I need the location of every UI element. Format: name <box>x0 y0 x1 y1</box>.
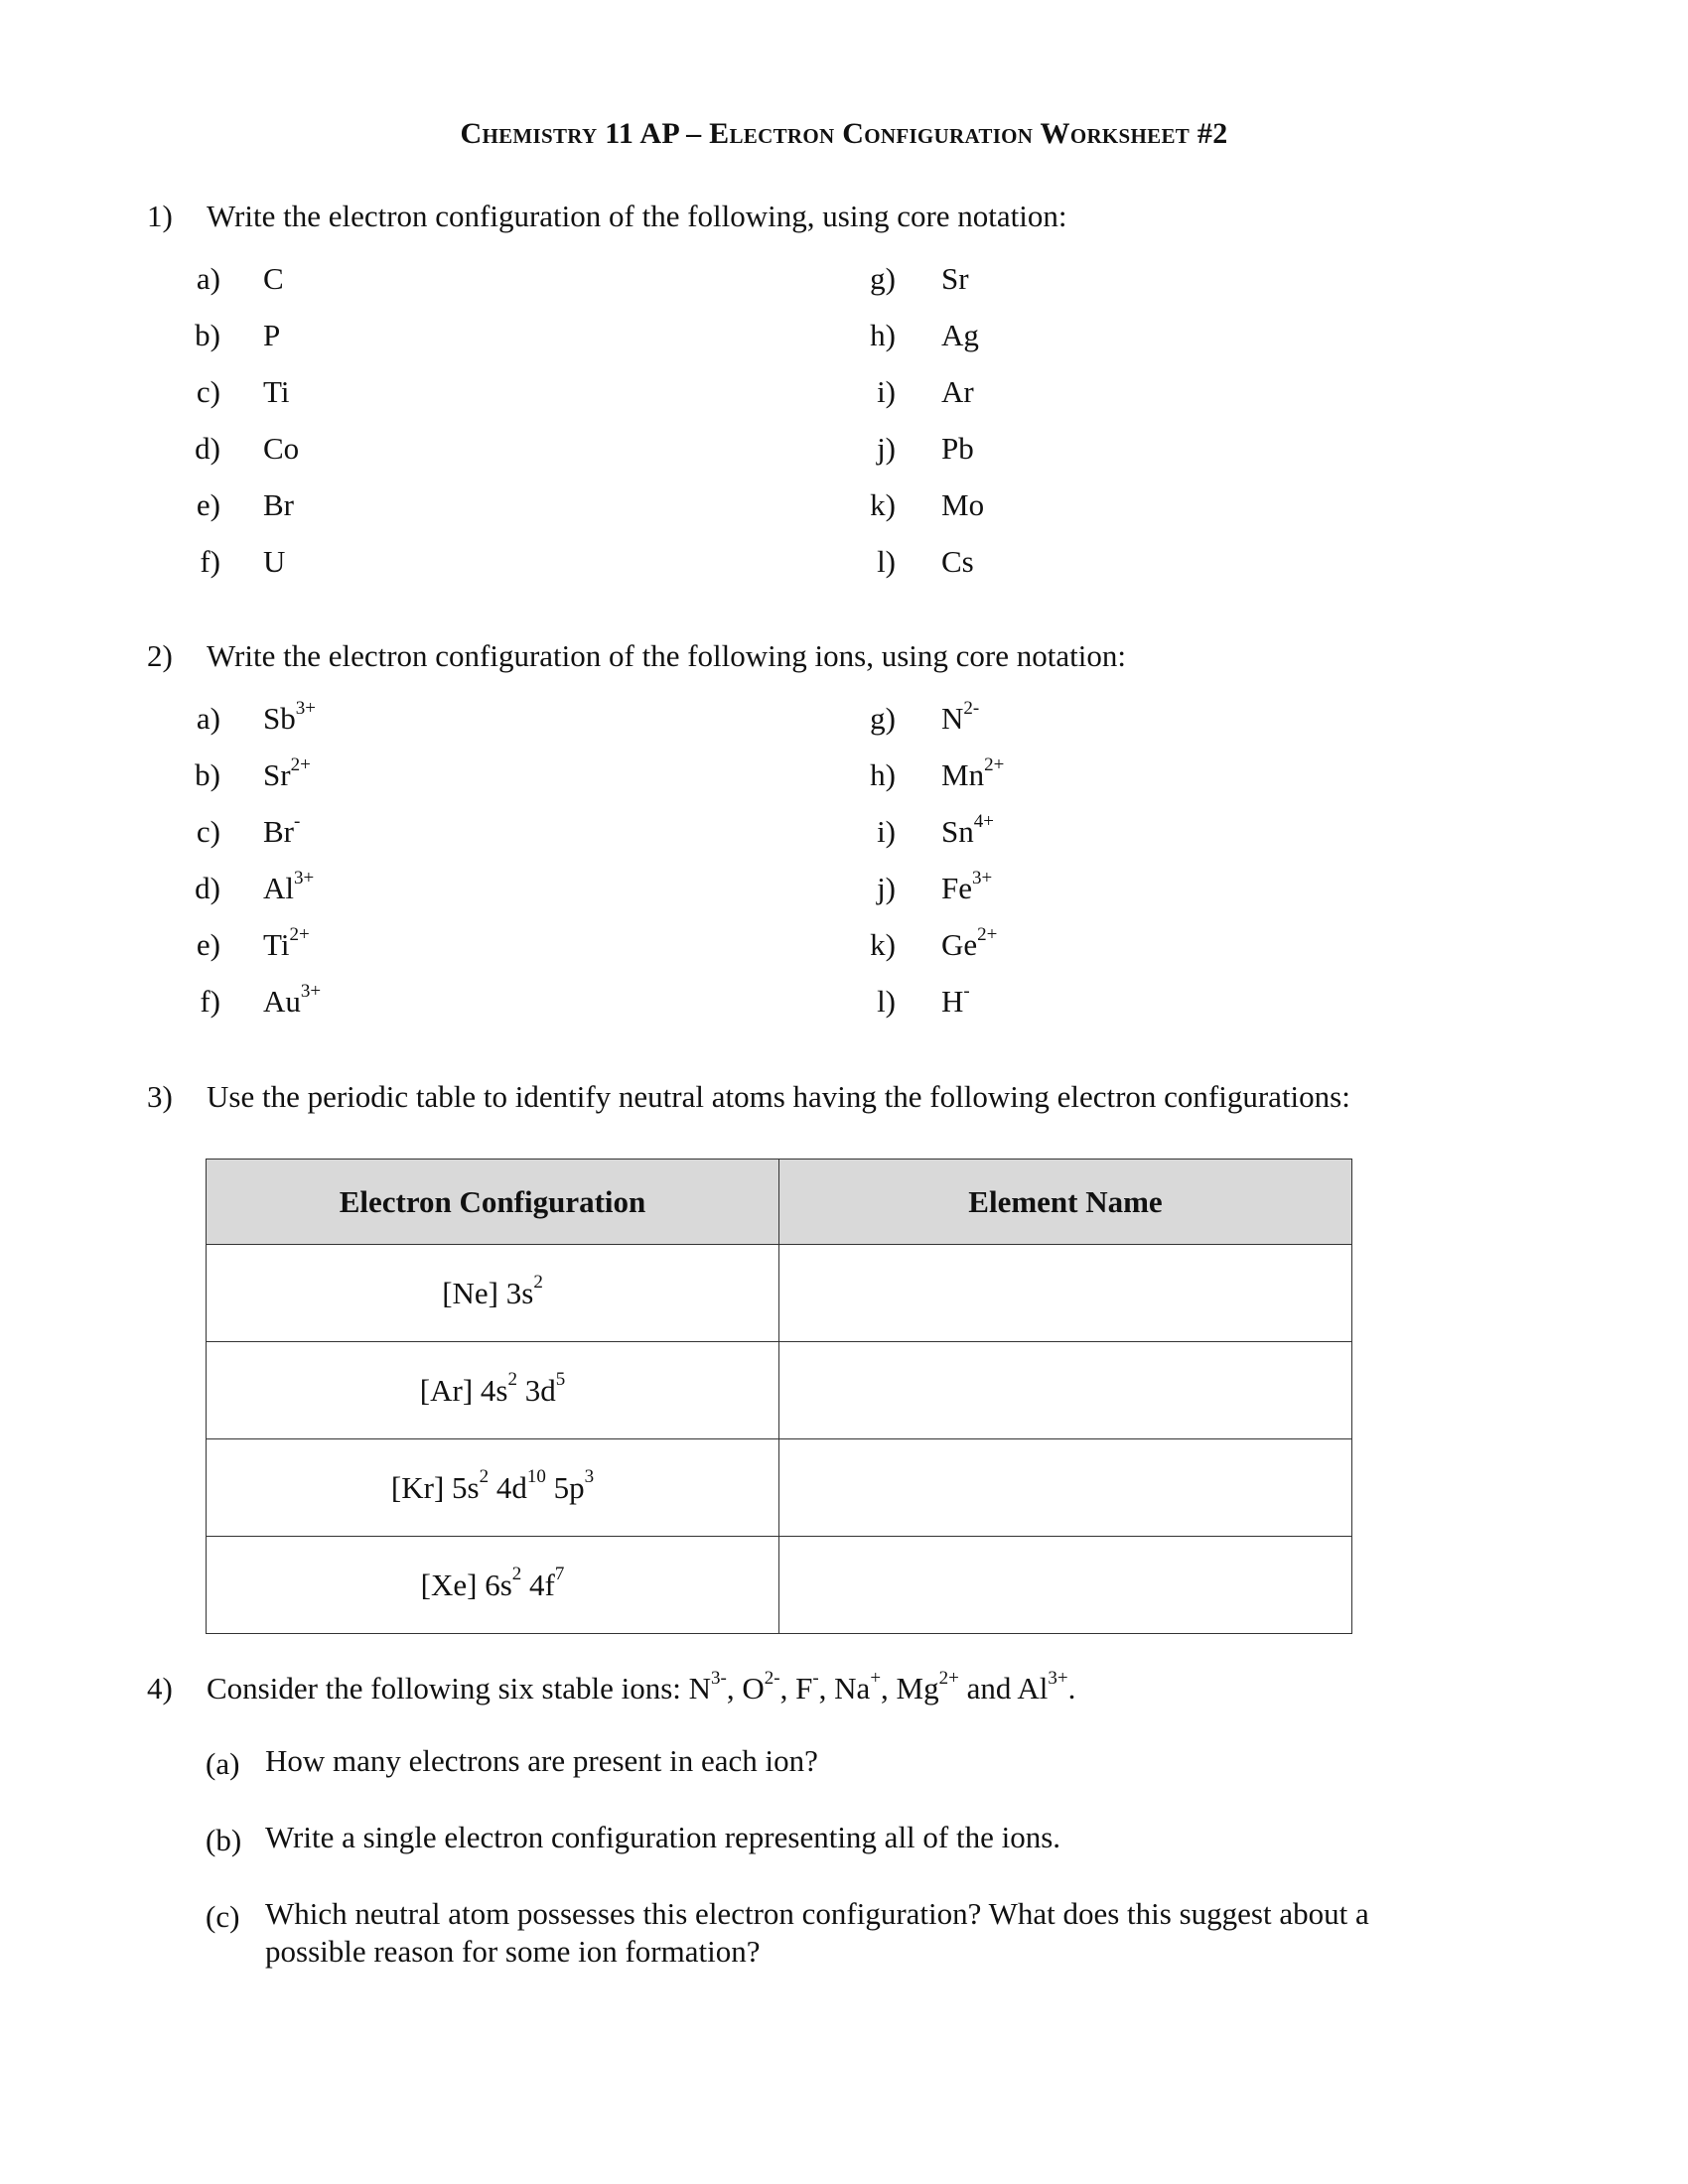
question-4a-text: How many electrons are present in each ion? <box>265 1743 818 1778</box>
orbital: 5p <box>553 1469 585 1505</box>
table-row <box>207 1537 1352 1634</box>
item-letter: c) <box>196 374 220 409</box>
item-letter: b) <box>195 757 220 792</box>
ion-symbol: F <box>795 1671 813 1706</box>
element-symbol <box>941 318 979 353</box>
element-symbol <box>941 753 1005 793</box>
separator: , <box>881 1671 897 1706</box>
table-header-row <box>207 1160 1352 1245</box>
orbital-electrons: 2 <box>507 1369 517 1391</box>
orbital: 3d <box>524 1372 556 1408</box>
core-notation: [Xe] <box>420 1567 478 1602</box>
element-symbol-text: Sb <box>263 701 296 736</box>
orbital-electrons: 3 <box>584 1466 595 1488</box>
question-4b-text: Write a single electron configuration representing all of the ions. <box>265 1820 1061 1854</box>
item-letter: d) <box>195 871 220 905</box>
ion-charge: - <box>812 1667 819 1689</box>
ion-charge: 3+ <box>972 867 993 888</box>
element-symbol-text: Ti <box>263 927 290 962</box>
orbital: 6s <box>485 1567 512 1602</box>
element-name-answer-cell <box>779 1439 1352 1537</box>
item-letter: c) <box>196 814 220 849</box>
element-symbol <box>263 867 315 906</box>
item-letter: k) <box>870 487 896 522</box>
electron-configuration-cell <box>207 1245 779 1342</box>
core-notation: [Kr] <box>390 1469 445 1505</box>
element-symbol <box>941 980 970 1020</box>
header-electron-configuration: Electron Configuration <box>207 1160 779 1245</box>
ion-charge: - <box>294 810 301 832</box>
header-element-name: Element Name <box>779 1160 1352 1245</box>
ion-charge: 2- <box>764 1667 780 1689</box>
element-symbol-text: Co <box>263 431 300 466</box>
orbital-electrons: 10 <box>526 1466 546 1488</box>
element-symbol <box>941 867 993 906</box>
ion-charge: 3+ <box>300 980 322 1002</box>
element-symbol <box>263 753 311 793</box>
item-letter: a) <box>196 701 220 736</box>
question-3-prompt: Use the periodic table to identify neutral atoms having the following electron configurations: <box>207 1079 1350 1114</box>
worksheet-title: Chemistry 11 AP – Electron Configuration Worksheet #2 <box>460 117 1228 150</box>
item-letter: g) <box>870 701 896 736</box>
table-row <box>207 1342 1352 1439</box>
orbital-electrons: 7 <box>554 1564 565 1585</box>
element-symbol <box>941 544 974 580</box>
ion-symbol: Al <box>1017 1671 1049 1706</box>
element-name-answer-cell <box>779 1342 1352 1439</box>
orbital: 4f <box>529 1567 555 1602</box>
ion-charge: 3+ <box>295 697 316 719</box>
item-letter: a) <box>196 261 220 296</box>
element-symbol-text: Au <box>263 984 301 1019</box>
electron-configuration-table <box>206 1159 1352 1634</box>
element-symbol-text: P <box>263 318 281 352</box>
element-symbol-text: Br <box>263 487 294 522</box>
item-letter: d) <box>195 431 220 466</box>
question-4c-letter: (c) <box>206 1899 240 1934</box>
item-letter: e) <box>196 927 220 962</box>
element-name-answer-cell <box>779 1245 1352 1342</box>
element-symbol-text: U <box>263 544 286 579</box>
element-symbol-text: Ag <box>941 318 979 352</box>
element-symbol-text: N <box>941 701 964 736</box>
separator: , <box>726 1671 743 1706</box>
question-2-number: 2) <box>147 638 173 673</box>
item-letter: k) <box>870 927 896 962</box>
element-symbol <box>941 697 980 737</box>
prompt-end: . <box>1067 1671 1076 1706</box>
item-letter: i) <box>877 814 896 849</box>
element-symbol-text: Sr <box>263 757 291 792</box>
table-row <box>207 1439 1352 1537</box>
element-symbol-text: Al <box>263 871 294 905</box>
item-letter: h) <box>870 757 896 792</box>
ion-symbol: Na <box>834 1671 871 1706</box>
item-letter: g) <box>870 261 896 296</box>
question-2-prompt: Write the electron configuration of the following ions, using core notation: <box>207 638 1126 673</box>
element-symbol-text: Fe <box>941 871 972 905</box>
item-letter: b) <box>195 318 220 352</box>
item-letter: h) <box>870 318 896 352</box>
question-1-prompt: Write the electron configuration of the following, using core notation: <box>207 199 1067 233</box>
orbital: 5s <box>452 1469 480 1505</box>
item-letter: f) <box>200 984 220 1019</box>
separator: , <box>818 1671 835 1706</box>
ion-charge: 2+ <box>938 1667 959 1689</box>
orbital-electrons: 2 <box>479 1466 490 1488</box>
orbital-electrons: 2 <box>533 1272 543 1294</box>
item-letter: f) <box>200 544 220 579</box>
table-row <box>207 1245 1352 1342</box>
ion-charge: + <box>870 1667 882 1689</box>
element-symbol <box>941 810 994 850</box>
orbital-electrons: 5 <box>555 1369 566 1391</box>
element-symbol <box>263 261 284 297</box>
element-symbol-text: Ti <box>263 374 290 409</box>
ion-charge: 2+ <box>289 923 310 945</box>
element-symbol <box>263 374 289 410</box>
ion-charge: 3- <box>711 1667 727 1689</box>
ion-symbol: N <box>688 1671 712 1706</box>
element-symbol <box>263 487 294 523</box>
element-symbol-text: H <box>941 984 964 1019</box>
item-letter: j) <box>877 871 896 905</box>
element-symbol-text: Sr <box>941 261 969 296</box>
element-symbol <box>941 487 984 523</box>
question-4-prompt <box>207 1667 1076 1706</box>
element-symbol-text: Cs <box>941 544 974 579</box>
question-4c-text: Which neutral atom possesses this electron configuration? What does this suggest about a possible reason for some ion formation? <box>265 1896 1369 1969</box>
element-symbol <box>263 923 310 963</box>
element-symbol <box>263 318 280 353</box>
element-symbol <box>263 697 316 737</box>
core-notation: [Ar] <box>419 1372 474 1408</box>
ion-charge: 3+ <box>294 867 315 888</box>
ion-charge: 2- <box>963 697 980 719</box>
element-symbol-text: C <box>263 261 284 296</box>
separator: , <box>779 1671 796 1706</box>
orbital: 4s <box>480 1372 508 1408</box>
question-4-prompt-text: Consider the following six stable ions: <box>207 1671 689 1706</box>
element-symbol-text: Sn <box>941 814 974 849</box>
ion-symbol: Mg <box>896 1671 939 1706</box>
orbital-electrons: 2 <box>511 1564 522 1585</box>
element-symbol <box>263 980 322 1020</box>
table-body <box>207 1245 1352 1634</box>
electron-configuration-cell <box>207 1342 779 1439</box>
ion-charge: - <box>963 980 970 1002</box>
item-letter: e) <box>196 487 220 522</box>
ion-charge: 2+ <box>977 923 998 945</box>
ion-charge: 2+ <box>290 753 311 775</box>
ion-charge: 2+ <box>984 753 1005 775</box>
orbital: 3s <box>505 1275 534 1310</box>
ion-symbol: O <box>742 1671 765 1706</box>
ion-charge: 3+ <box>1048 1667 1068 1689</box>
question-4b-letter: (b) <box>206 1823 242 1857</box>
element-symbol-text: Br <box>263 814 294 849</box>
element-symbol-text: Ge <box>941 927 978 962</box>
element-symbol-text: Mo <box>941 487 985 522</box>
element-symbol <box>263 810 301 850</box>
element-symbol <box>941 261 969 297</box>
element-symbol-text: Ar <box>941 374 974 409</box>
element-symbol <box>941 923 998 963</box>
item-letter: i) <box>877 374 896 409</box>
electron-configuration-cell <box>207 1537 779 1634</box>
element-symbol <box>941 431 974 467</box>
item-letter: l) <box>877 544 896 579</box>
separator: and <box>958 1671 1018 1706</box>
element-name-answer-cell <box>779 1537 1352 1634</box>
question-4a-letter: (a) <box>206 1746 240 1781</box>
item-letter: l) <box>877 984 896 1019</box>
ion-charge: 4+ <box>973 810 994 832</box>
question-3-number: 3) <box>147 1079 173 1114</box>
orbital: 4d <box>495 1469 527 1505</box>
element-symbol <box>263 544 285 580</box>
electron-configuration-cell <box>207 1439 779 1537</box>
element-symbol-text: Pb <box>941 431 974 466</box>
element-symbol-text: Mn <box>941 757 985 792</box>
element-symbol <box>941 374 974 410</box>
item-letter: j) <box>877 431 896 466</box>
element-symbol <box>263 431 299 467</box>
question-4-number: 4) <box>147 1671 173 1706</box>
core-notation: [Ne] <box>442 1275 498 1310</box>
question-1-number: 1) <box>147 199 173 233</box>
